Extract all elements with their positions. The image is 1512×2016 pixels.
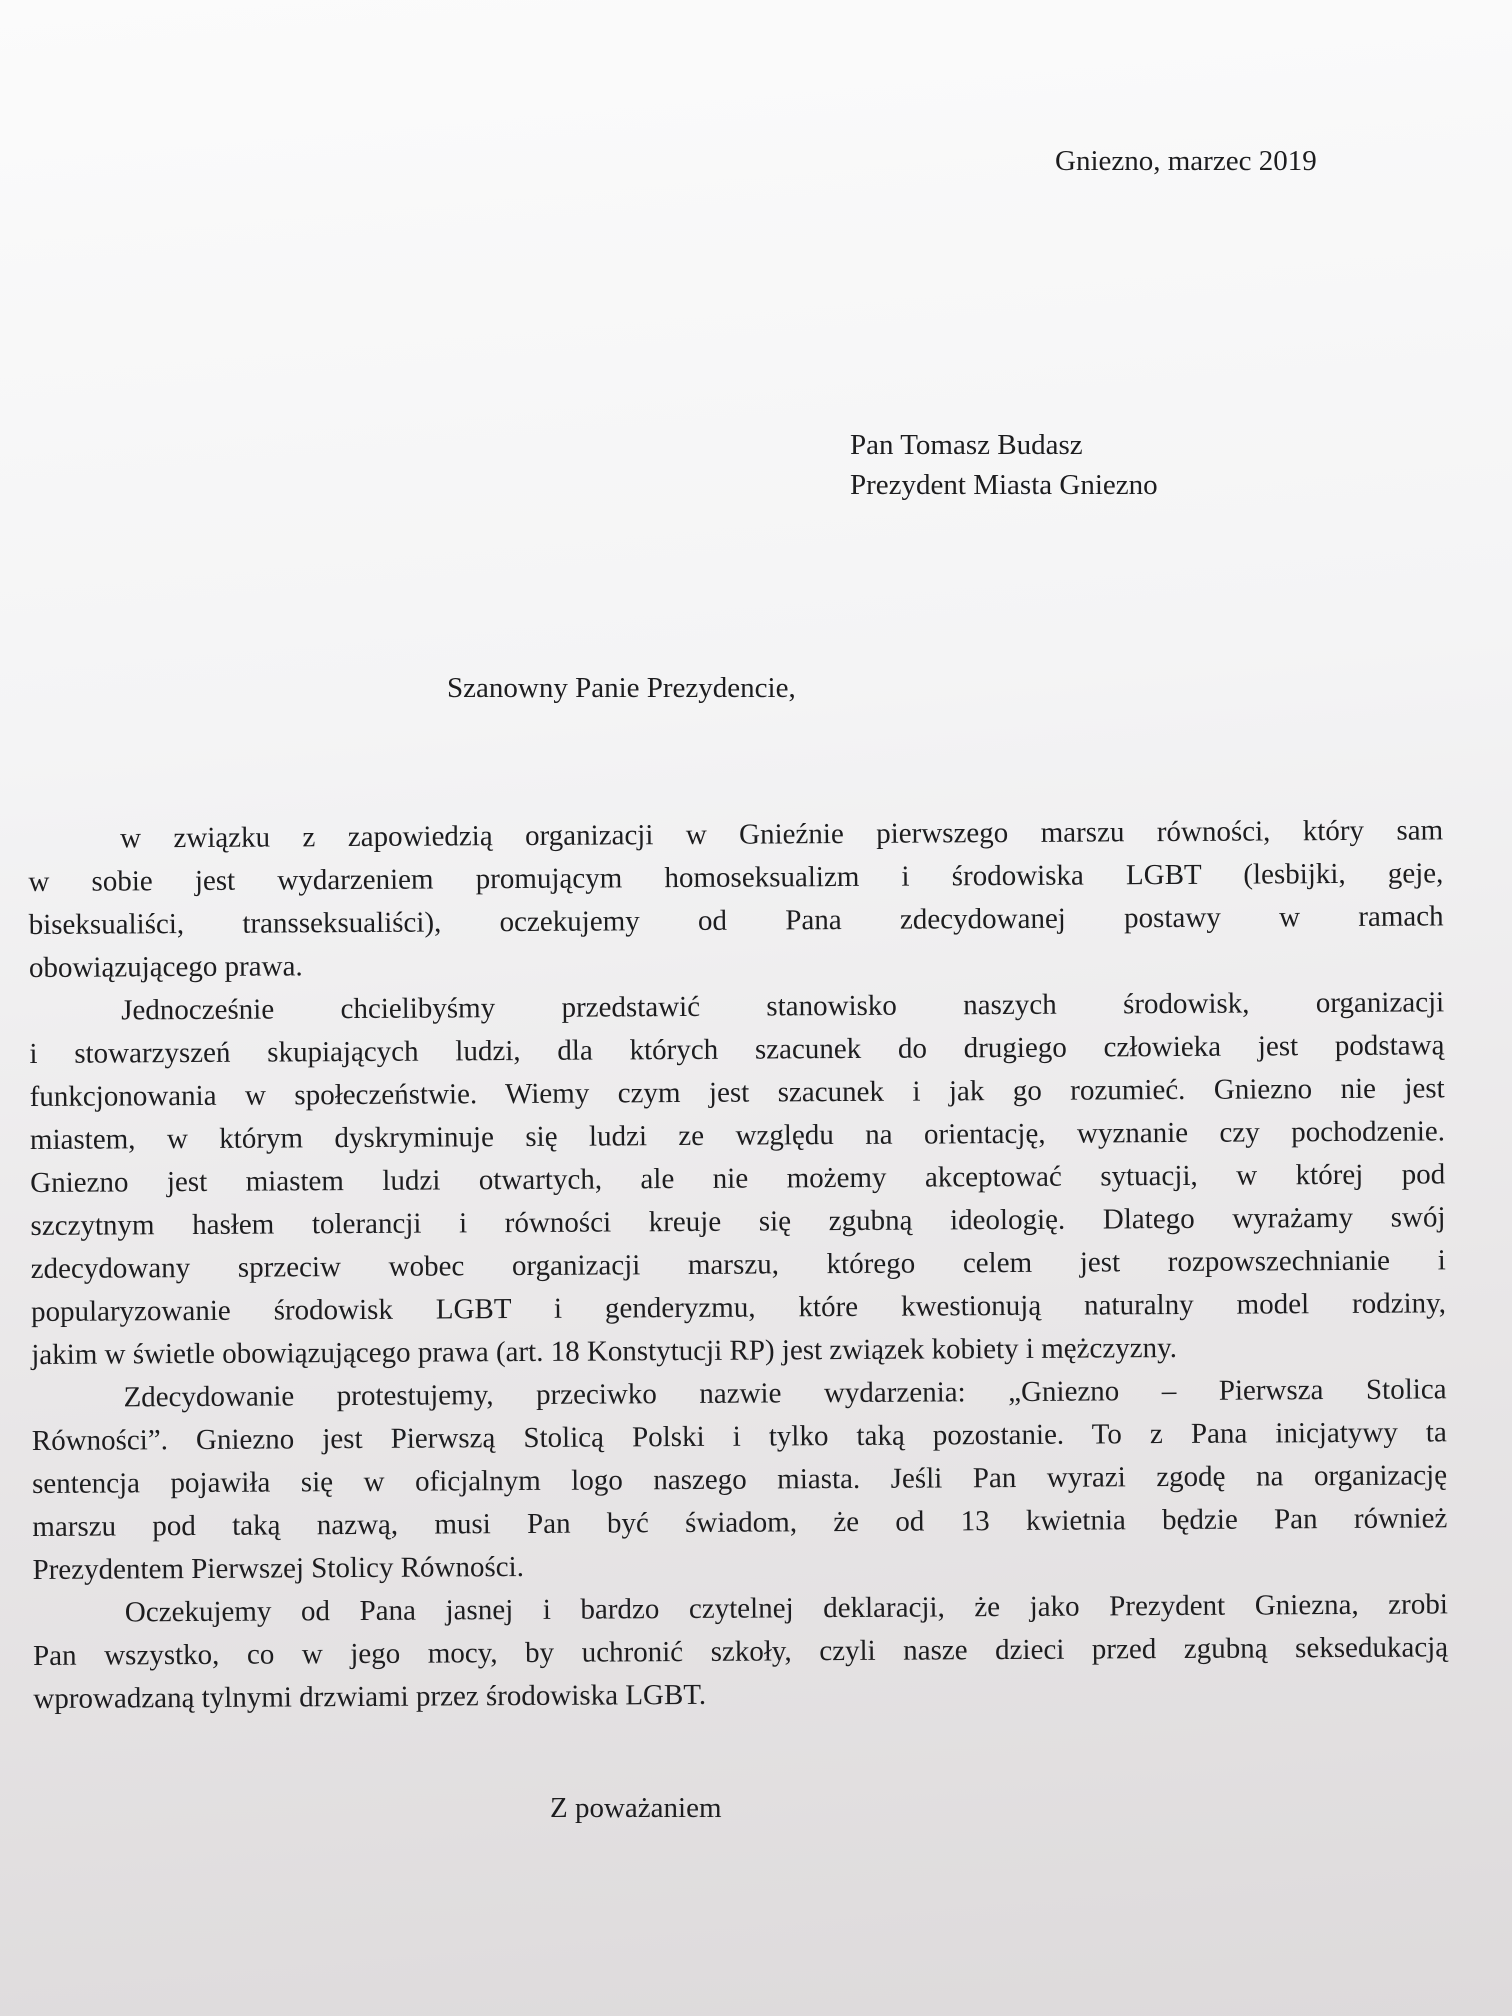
text-line: Zdecydowanie protestujemy, przeciwko nazwie wydarzenia: „Gniezno – Pierwsza Stolica (123, 1373, 1447, 1414)
salutation: Szanowny Panie Prezydencie, (447, 672, 796, 704)
place-date: Gniezno, marzec 2019 (1055, 145, 1317, 177)
recipient-title: Prezydent Miasta Gniezno (850, 469, 1158, 501)
text-line: jakim w świetle obowiązującego prawa (art. 18 Konstytucji RP) jest związek kobiety i mężczyzny. (31, 1331, 1178, 1371)
text-line: szczytnym hasłem tolerancji i równości kreuje się zgubną ideologię. Dlatego wyrażamy swój (30, 1201, 1446, 1242)
closing: Z poważaniem (550, 1792, 722, 1824)
text-line: Jednocześnie chcielibyśmy przedstawić stanowisko naszych środowisk, organizacji (121, 986, 1445, 1027)
text-line: Pan wszystko, co w jego mocy, by uchronić szkoły, czyli nasze dzieci przed zgubną seksedukacją (33, 1631, 1449, 1672)
recipient-name: Pan Tomasz Budasz (850, 429, 1083, 461)
paragraph (28, 809, 1444, 990)
text-line: Gniezno jest miastem ludzi otwartych, ale nie możemy akceptować sytuacji, w której pod (30, 1158, 1446, 1199)
text-line: wprowadzaną tylnymi drzwiami przez środowiska LGBT. (33, 1678, 707, 1715)
text-line: miastem, w którym dyskryminuje się ludzi ze względu na orientację, wyznanie czy pochodzenie. (29, 1115, 1446, 1156)
letter-body (28, 809, 1448, 1721)
paragraph (29, 981, 1446, 1377)
text-line: Równości”. Gniezno jest Pierwszą Stolicą Polski i tylko taką pozostanie. To z Pana inicjatywy ta (31, 1416, 1447, 1457)
text-line: i stowarzyszeń skupiających ludzi, dla których szacunek do drugiego człowieka jest podstawą (29, 1029, 1445, 1070)
text-line: w związku z zapowiedzią organizacji w Gnieźnie pierwszego marszu równości, który sam (120, 814, 1444, 855)
paragraph (33, 1583, 1449, 1721)
recipient-block (850, 425, 1158, 505)
text-line: w sobie jest wydarzeniem promującym homoseksualizm i środowiska LGBT (lesbijki, geje, (28, 857, 1444, 898)
text-line: funkcjonowania w społeczeństwie. Wiemy czym jest szacunek i jak go rozumieć. Gniezno nie jest (29, 1072, 1445, 1113)
text-line: biseksualiści, transseksualiści), oczekujemy od Pana zdecydowanej postawy w ramach (28, 900, 1444, 941)
text-line: Prezydentem Pierwszej Stolicy Równości. (32, 1550, 524, 1586)
text-line: obowiązującego prawa. (28, 950, 303, 984)
paragraph (31, 1368, 1447, 1592)
text-line: sentencja pojawiła się w oficjalnym logo naszego miasta. Jeśli Pan wyrazi zgodę na organizację (31, 1459, 1448, 1500)
text-line: popularyzowanie środowisk LGBT i genderyzmu, które kwestionują naturalny model rodziny, (30, 1287, 1447, 1328)
text-line: zdecydowany sprzeciw wobec organizacji marszu, którego celem jest rozpowszechnianie i (30, 1244, 1446, 1285)
text-line: marszu pod taką nazwą, musi Pan być świadom, że od 13 kwietnia będzie Pan również (32, 1502, 1448, 1543)
text-line: Oczekujemy od Pana jasnej i bardzo czytelnej deklaracji, że jako Prezydent Gniezna, zrobi (124, 1588, 1448, 1629)
